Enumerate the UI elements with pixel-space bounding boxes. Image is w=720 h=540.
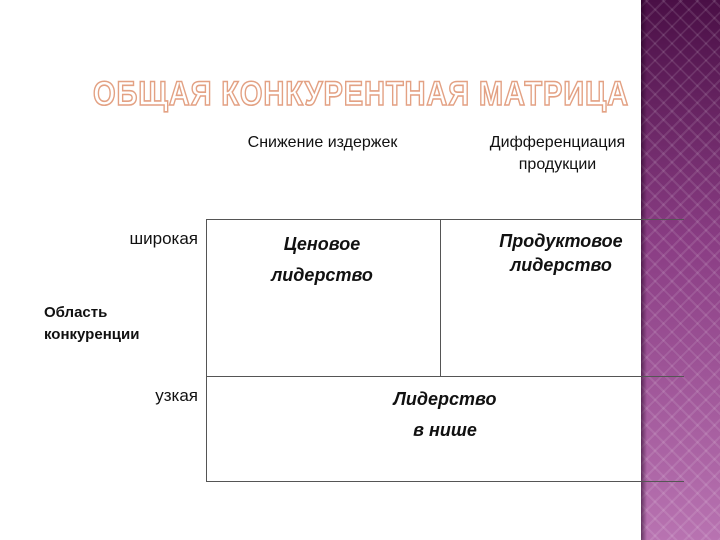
cell-niche-leadership [206, 384, 684, 446]
grid-line-bottom [206, 481, 684, 482]
cell-price-line2: лидерство [271, 265, 373, 285]
axis-label-competition-scope [44, 302, 139, 346]
column-header-diff-line1: Дифференциация [489, 134, 626, 151]
cell-product-leadership [441, 229, 681, 277]
cell-niche-line1: Лидерство [393, 389, 497, 409]
axis-label-line1: Область [44, 304, 108, 321]
cell-product-line2: лидерство [510, 255, 612, 275]
column-header-diff-line2: продукции [518, 156, 597, 173]
cell-product-line1: Продуктовое [499, 231, 623, 251]
cell-price-line1: Ценовое [283, 234, 361, 254]
column-header-differentiation [445, 132, 670, 176]
slide-title-text: ОБЩАЯ КОНКУРЕНТНАЯ МАТРИЦА [93, 75, 629, 113]
row-label-wide: широкая [129, 229, 198, 248]
cell-niche-line2: в нише [413, 420, 477, 440]
grid-line-middle [206, 376, 684, 377]
column-header-cost-reduction [205, 132, 440, 154]
cell-price-leadership [206, 229, 438, 291]
slide-title [90, 72, 635, 112]
grid-line-top [206, 219, 684, 220]
axis-label-line2: конкуренции [44, 326, 140, 343]
column-header-cost-text: Снижение издержек [247, 134, 398, 151]
row-label-narrow: узкая [155, 386, 198, 405]
